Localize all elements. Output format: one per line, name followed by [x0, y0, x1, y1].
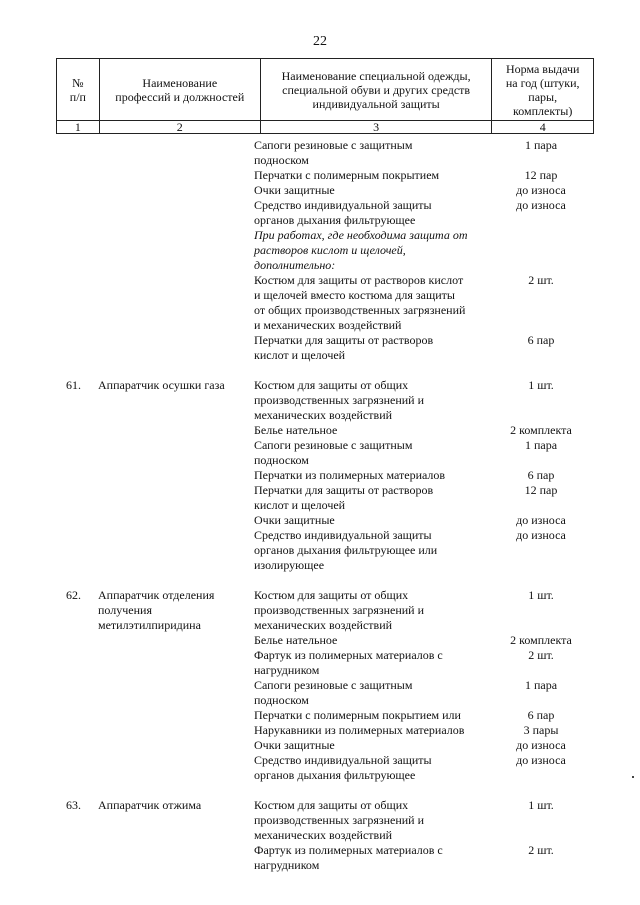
issue-norm: 1 пара	[524, 678, 558, 692]
issue-norm: до износа	[516, 198, 566, 212]
table-line	[56, 813, 594, 828]
header-col-equipment: Наименование специальной одежды, специальной обуви и других средств индивидуальной защиты	[260, 59, 492, 121]
issue-norm: 6 пар	[527, 468, 555, 482]
equipment-item: Фартук из полимерных материалов с	[254, 843, 443, 857]
page-number: 22	[313, 34, 327, 49]
issue-norm: 1 пара	[524, 138, 558, 152]
equipment-item: Очки защитные	[254, 183, 335, 197]
issue-norm: 1 шт.	[528, 378, 554, 392]
equipment-item: Белье нательное	[254, 423, 338, 437]
equipment-item: Сапоги резиновые с защитным	[254, 438, 413, 452]
equipment-item: органов дыхания фильтрующее	[254, 213, 416, 227]
equipment-item: Очки защитные	[254, 738, 335, 752]
entry-number: 61.	[66, 378, 81, 392]
equipment-item: Перчатки с полимерным покрытием или	[254, 708, 461, 722]
header-col-profession: Наименование профессий и должностей	[99, 59, 260, 121]
equipment-item: кислот и щелочей	[254, 498, 346, 512]
issue-norm: до износа	[516, 753, 566, 767]
equipment-item: механических воздействий	[254, 828, 393, 842]
equipment-item: производственных загрязнений и	[254, 813, 425, 827]
table-line	[56, 363, 594, 378]
table-header	[56, 58, 594, 134]
issue-norm: 6 пар	[527, 333, 555, 347]
table-line	[56, 498, 594, 513]
issue-norm: 1 пара	[524, 438, 558, 452]
table-line	[56, 273, 594, 288]
equipment-item: изолирующее	[254, 558, 325, 572]
table-line	[56, 453, 594, 468]
equipment-item: производственных загрязнений и	[254, 603, 425, 617]
table-line	[56, 468, 594, 483]
entry-number: 63.	[66, 798, 81, 812]
issue-norm: 12 пар	[524, 483, 558, 497]
equipment-item: органов дыхания фильтрующее	[254, 768, 416, 782]
equipment-item: Перчатки с полимерным покрытием	[254, 168, 440, 182]
equipment-item: подноском	[254, 693, 309, 707]
header-number-3: 3	[260, 121, 492, 134]
table-line	[56, 693, 594, 708]
issue-norm: 1 шт.	[528, 588, 554, 602]
table-line	[56, 558, 594, 573]
table-line	[56, 183, 594, 198]
issue-norm: 1 шт.	[528, 798, 554, 812]
table-line	[56, 423, 594, 438]
equipment-item: дополнительно:	[254, 258, 336, 272]
table-line	[56, 333, 594, 348]
equipment-item: подноском	[254, 453, 309, 467]
equipment-item: производственных загрязнений и	[254, 393, 425, 407]
issue-norm: до износа	[516, 513, 566, 527]
equipment-item: органов дыхания фильтрующее или	[254, 543, 438, 557]
header-col-number: № п/п	[57, 59, 100, 121]
equipment-item: нагрудником	[254, 663, 320, 677]
equipment-item: Нарукавники из полимерных материалов	[254, 723, 465, 737]
table-line	[56, 618, 594, 633]
table-line	[56, 798, 594, 813]
table-line	[56, 168, 594, 183]
issue-norm: 2 шт.	[528, 648, 554, 662]
equipment-item: Перчатки из полимерных материалов	[254, 468, 446, 482]
profession-name: Аппаратчик отделения	[98, 588, 215, 602]
table-line	[56, 738, 594, 753]
table-line	[56, 318, 594, 333]
issue-norm: 12 пар	[524, 168, 558, 182]
table-line	[56, 783, 594, 798]
table-line	[56, 843, 594, 858]
table-line	[56, 528, 594, 543]
equipment-item: Сапоги резиновые с защитным	[254, 678, 413, 692]
table-line	[56, 858, 594, 873]
equipment-item: кислот и щелочей	[254, 348, 346, 362]
equipment-item: Перчатки для защиты от растворов	[254, 483, 434, 497]
table-line	[56, 303, 594, 318]
table-line	[56, 543, 594, 558]
equipment-item: Сапоги резиновые с защитным	[254, 138, 413, 152]
equipment-item: Очки защитные	[254, 513, 335, 527]
table-line	[56, 393, 594, 408]
equipment-item: Фартук из полимерных материалов с	[254, 648, 443, 662]
table-line	[56, 213, 594, 228]
table-line	[56, 678, 594, 693]
profession-name: метилэтилпиридина	[98, 618, 201, 632]
issue-norm: 2 комплекта	[510, 423, 572, 437]
table-line	[56, 288, 594, 303]
table-line	[56, 573, 594, 588]
equipment-item: Средство индивидуальной защиты	[254, 198, 432, 212]
table-line	[56, 708, 594, 723]
equipment-item: Костюм для защиты от общих	[254, 588, 409, 602]
table-line	[56, 663, 594, 678]
table-line	[56, 378, 594, 393]
table-line	[56, 768, 594, 783]
equipment-item: растворов кислот и щелочей,	[254, 243, 406, 257]
equipment-item: Костюм для защиты от общих	[254, 378, 409, 392]
issue-norm: 6 пар	[527, 708, 555, 722]
issue-norm: 2 шт.	[528, 843, 554, 857]
table-line	[56, 483, 594, 498]
table-line	[56, 438, 594, 453]
entry-number: 62.	[66, 588, 81, 602]
equipment-item: и механических воздействий	[254, 318, 402, 332]
equipment-item: Костюм для защиты от общих	[254, 798, 409, 812]
profession-name: Аппаратчик осушки газа	[98, 378, 225, 392]
equipment-item: механических воздействий	[254, 408, 393, 422]
equipment-item: Белье нательное	[254, 633, 338, 647]
header-number-2: 2	[99, 121, 260, 134]
scan-speck	[632, 776, 634, 778]
equipment-item: Средство индивидуальной защиты	[254, 753, 432, 767]
table-line	[56, 258, 594, 273]
profession-name: получения	[98, 603, 152, 617]
header-number-4: 4	[492, 121, 594, 134]
profession-name: Аппаратчик отжима	[98, 798, 202, 812]
table-line	[56, 243, 594, 258]
table-line	[56, 648, 594, 663]
issue-norm: 2 комплекта	[510, 633, 572, 647]
equipment-item: от общих производственных загрязнений	[254, 303, 466, 317]
equipment-item: подноском	[254, 153, 309, 167]
issue-norm: до износа	[516, 183, 566, 197]
equipment-item: нагрудником	[254, 858, 320, 872]
table-line	[56, 348, 594, 363]
header-number-1: 1	[57, 121, 100, 134]
table-line	[56, 753, 594, 768]
equipment-item: Костюм для защиты от растворов кислот	[254, 273, 464, 287]
table-line	[56, 408, 594, 423]
header-col-norm: Норма выдачи на год (штуки, пары, комплекты)	[492, 59, 594, 121]
table-line	[56, 828, 594, 843]
table-line	[56, 723, 594, 738]
table-line	[56, 588, 594, 603]
table-line	[56, 138, 594, 153]
table-line	[56, 153, 594, 168]
table-line	[56, 603, 594, 618]
equipment-item: и щелочей вместо костюма для защиты	[254, 288, 455, 302]
issue-norm: до износа	[516, 738, 566, 752]
issue-norm: до износа	[516, 528, 566, 542]
table-line	[56, 198, 594, 213]
equipment-item: Средство индивидуальной защиты	[254, 528, 432, 542]
issue-norm: 2 шт.	[528, 273, 554, 287]
equipment-item: Перчатки для защиты от растворов	[254, 333, 434, 347]
equipment-item: механических воздействий	[254, 618, 393, 632]
table-line	[56, 633, 594, 648]
table-line	[56, 228, 594, 243]
table-line	[56, 513, 594, 528]
equipment-item: При работах, где необходима защита от	[254, 228, 468, 242]
issue-norm: 3 пары	[523, 723, 559, 737]
